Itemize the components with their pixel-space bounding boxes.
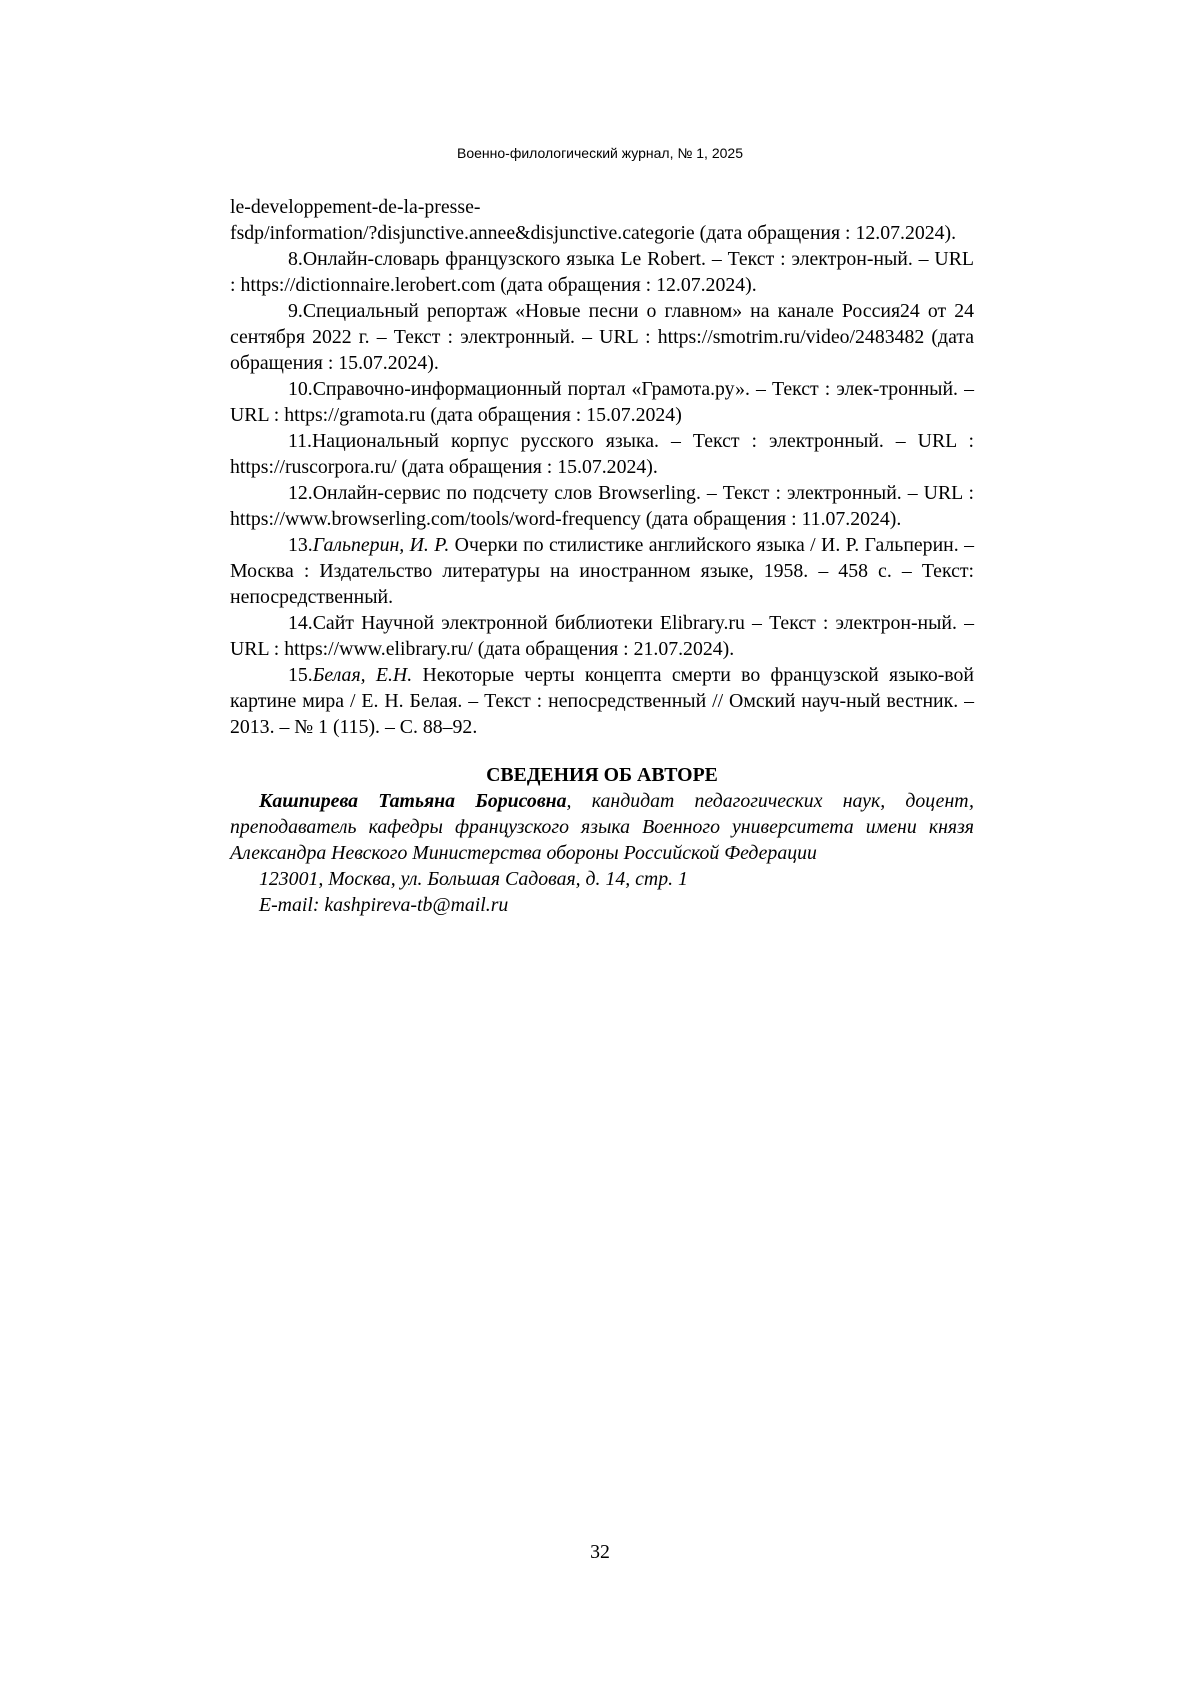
reference-text: Национальный корпус русского языка. – Текст : электронный. – URL : https://ruscorpora.ru/ (дата обращения : 15.07.2024). — [230, 430, 974, 478]
author-details — [230, 788, 974, 866]
reference-number: 8. — [288, 248, 303, 270]
reference-text: Справочно-информационный портал «Грамота.ру». – Текст : элек-тронный. – URL : https://gramota.ru (дата обращения : 15.07.2024) — [230, 378, 974, 426]
reference-continuation-line2: fsdp/information/?disjunctive.annee&disjunctive.categorie (дата обращения : 12.07.2024). — [230, 222, 957, 244]
reference-text: Специальный репортаж «Новые песни о главном» на канале Россия24 от 24 сентября 2022 г. – Текст : электронный. – URL : https://smotrim.ru/video/2483482 (дата обращения : 15.07.2024). — [230, 300, 974, 374]
reference-author: Белая, Е.Н. — [312, 664, 413, 686]
running-header: Военно-филологический журнал, № 1, 2025 — [457, 145, 743, 161]
reference-item-10 — [230, 376, 974, 428]
reference-number: 12. — [288, 482, 313, 504]
reference-item-11 — [230, 428, 974, 480]
author-name: Кашпирева Татьяна Борисовна — [259, 790, 567, 812]
reference-item-8 — [230, 246, 974, 298]
reference-author: Гальперин, И. Р. — [312, 534, 450, 556]
reference-item-14 — [230, 610, 974, 662]
reference-number: 11. — [288, 430, 312, 452]
reference-continuation-line1: le-developpement-de-la-presse- — [230, 196, 481, 218]
reference-number: 10. — [288, 378, 313, 400]
reference-number: 15. — [288, 664, 313, 686]
reference-text: Очерки по стилистике английского языка / И. Р. Гальперин. – Москва : Издательство литературы на иностранном языке, 1958. – 458 с. – Текст: непосредственный. — [230, 534, 974, 608]
author-address: 123001, Москва, ул. Большая Садовая, д. 14, стр. 1 — [259, 868, 688, 890]
reference-number: 9. — [288, 300, 303, 322]
about-author-heading: СВЕДЕНИЯ ОБ АВТОРЕ — [486, 764, 718, 786]
author-info — [230, 788, 974, 918]
reference-text: Сайт Научной электронной библиотеки Elibrary.ru – Текст : электрон-ный. – URL : https://www.elibrary.ru/ (дата обращения : 21.07.2024). — [230, 612, 974, 660]
reference-item-13 — [230, 532, 974, 610]
author-affiliation: , кандидат педагогических наук, доцент, преподаватель кафедры французского языка Военного университета имени князя Александра Невского Министерства обороны Российской Федерации — [230, 790, 974, 864]
reference-item-12 — [230, 480, 974, 532]
reference-number: 14. — [288, 612, 313, 634]
reference-list — [230, 194, 974, 740]
reference-continuation — [230, 194, 974, 246]
page-number: 32 — [590, 1541, 610, 1563]
reference-number: 13. — [288, 534, 313, 556]
reference-text: Онлайн-сервис по подсчету слов Browserling. – Текст : электронный. – URL : https://www.browserling.com/tools/word-frequency (дата обращения : 11.07.2024). — [230, 482, 974, 530]
reference-item-15 — [230, 662, 974, 740]
reference-item-9 — [230, 298, 974, 376]
reference-text: Некоторые черты концепта смерти во французской языко-вой картине мира / Е. Н. Белая. – Текст : непосредственный // Омский науч-ный вестник. – 2013. – № 1 (115). – С. 88–92. — [230, 664, 974, 738]
text-column — [230, 194, 974, 918]
reference-text: Онлайн-словарь французского языка Le Robert. – Текст : электрон-ный. – URL : https://dictionnaire.lerobert.com (дата обращения : 12.07.2024). — [230, 248, 974, 296]
author-email: E-mail: kashpireva-tb@mail.ru — [259, 894, 509, 916]
